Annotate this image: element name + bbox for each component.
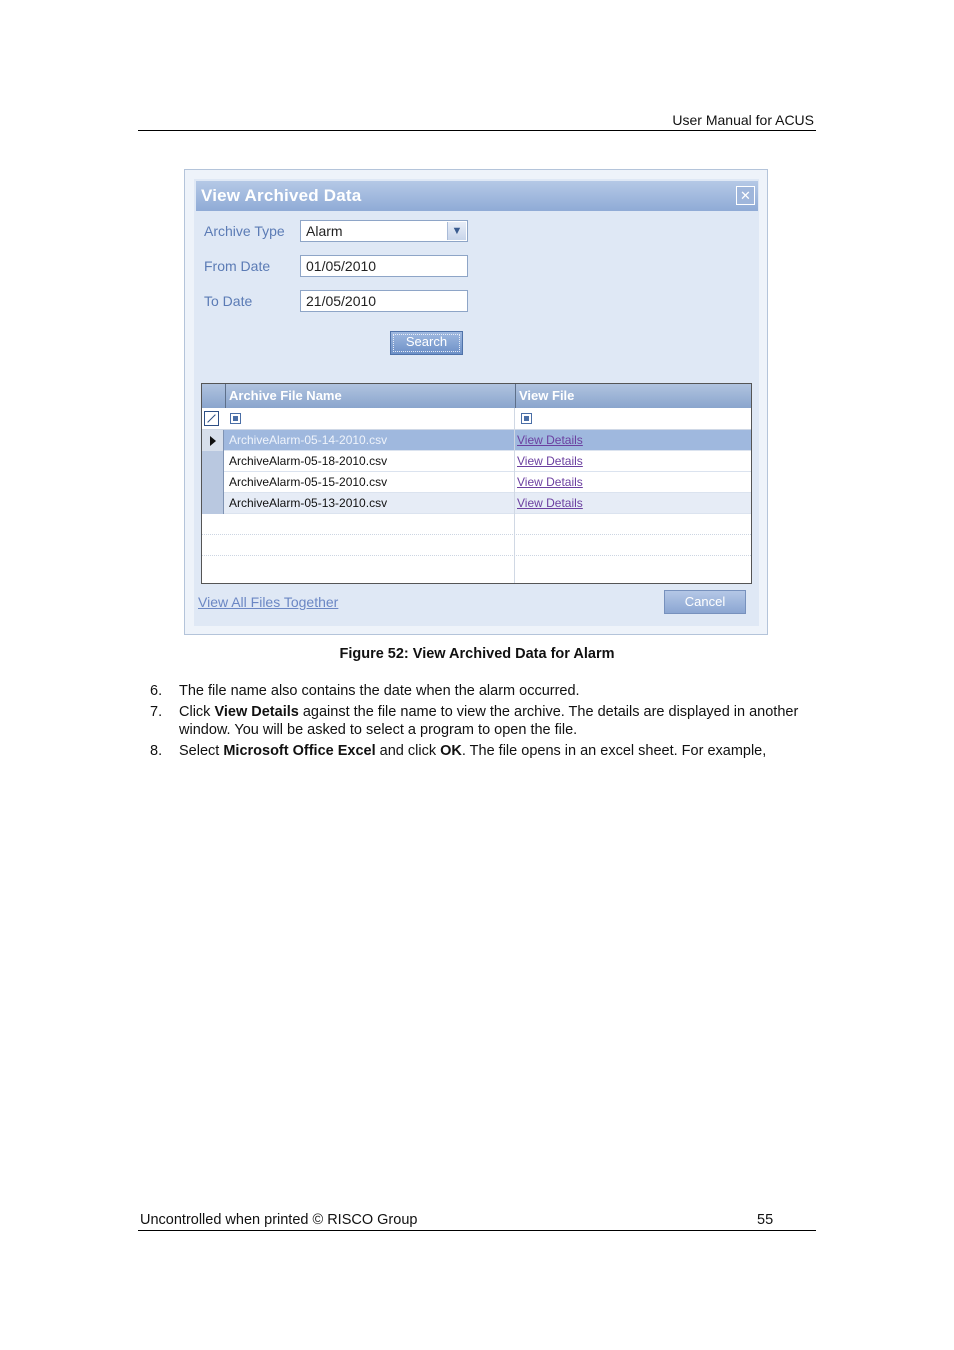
filter-toggle-slash: [207, 414, 215, 422]
row-selector[interactable]: [202, 451, 224, 472]
figure-caption: Figure 52: View Archived Data for Alarm: [339, 646, 615, 662]
close-icon[interactable]: ✕: [736, 186, 755, 205]
to-date-label: To Date: [204, 293, 253, 309]
current-row-icon: [210, 436, 216, 446]
column-separator: [514, 556, 515, 583]
file-name-cell: ArchiveAlarm-05-15-2010.csv: [229, 475, 388, 489]
filter-checkbox-view-file[interactable]: [521, 413, 532, 424]
grid-header: [202, 384, 751, 408]
ui-term: OK: [440, 743, 462, 759]
filter-checkbox-file-name[interactable]: [230, 413, 241, 424]
list-number: 6.: [150, 683, 163, 699]
text-run: Click: [179, 704, 215, 720]
footer-notice: Uncontrolled when printed © RISCO Group: [140, 1212, 418, 1228]
archive-type-value: Alarm: [306, 223, 343, 239]
dialog-title: View Archived Data: [201, 186, 362, 205]
list-text: [179, 703, 819, 739]
archive-type-select[interactable]: [300, 220, 468, 242]
table-row[interactable]: [202, 430, 751, 451]
view-details-link[interactable]: View Details: [517, 475, 583, 489]
column-header-file-name[interactable]: Archive File Name: [225, 384, 515, 408]
file-name-cell: ArchiveAlarm-05-14-2010.csv: [229, 433, 388, 447]
header-rule: [138, 130, 816, 131]
row-header-corner: [202, 384, 225, 408]
list-number: 7.: [150, 704, 163, 720]
view-details-link[interactable]: View Details: [517, 454, 583, 468]
table-row[interactable]: [202, 451, 751, 472]
text-run: Select: [179, 743, 224, 759]
column-separator: [514, 535, 515, 556]
column-separator: [514, 430, 515, 451]
page-number: 55: [757, 1212, 774, 1228]
table-row[interactable]: [202, 472, 751, 493]
filter-toggle-icon[interactable]: [204, 411, 219, 426]
focus-ring: [393, 334, 460, 352]
table-row[interactable]: [202, 493, 751, 514]
search-button[interactable]: [390, 331, 463, 355]
list-text: The file name also contains the date when the alarm occurred.: [179, 683, 580, 699]
from-date-input[interactable]: 01/05/2010: [300, 255, 468, 277]
to-date-input[interactable]: 21/05/2010: [300, 290, 468, 312]
footer-rule: [138, 1230, 816, 1231]
row-selector[interactable]: [202, 493, 224, 514]
chevron-down-icon[interactable]: ▼: [447, 222, 466, 240]
view-details-link[interactable]: View Details: [517, 496, 583, 510]
cancel-button[interactable]: Cancel: [664, 590, 746, 614]
filter-row: [202, 408, 751, 430]
view-all-files-link[interactable]: View All Files Together: [198, 594, 339, 610]
column-header-view-file[interactable]: View File: [515, 384, 751, 408]
empty-row: [202, 535, 751, 556]
list-text: [179, 742, 819, 760]
running-header: User Manual for ACUS: [672, 112, 814, 128]
row-selector[interactable]: [202, 472, 224, 493]
text-run: . The file opens in an excel sheet. For example,: [461, 743, 767, 759]
search-button-label: Search: [405, 334, 448, 349]
column-separator: [514, 493, 515, 514]
ui-term: View Details: [214, 704, 299, 720]
file-name-cell: ArchiveAlarm-05-13-2010.csv: [229, 496, 388, 510]
column-separator: [514, 451, 515, 472]
empty-row: [202, 514, 751, 535]
from-date-label: From Date: [204, 258, 271, 274]
ui-term: Microsoft Office Excel: [223, 743, 376, 759]
archive-type-label: Archive Type: [204, 223, 285, 239]
archive-grid: [201, 383, 752, 584]
empty-row: [202, 556, 751, 583]
text-run: against the file name to view the archive. The details are displayed in another window. You will be asked to select a program to open the file.: [179, 704, 799, 738]
list-number: 8.: [150, 743, 163, 759]
view-details-link[interactable]: View Details: [517, 433, 583, 447]
column-separator: [514, 514, 515, 535]
file-name-cell: ArchiveAlarm-05-18-2010.csv: [229, 454, 388, 468]
row-selector[interactable]: [202, 430, 224, 451]
column-separator: [514, 472, 515, 493]
text-run: and click: [375, 743, 441, 759]
column-separator: [514, 408, 515, 429]
